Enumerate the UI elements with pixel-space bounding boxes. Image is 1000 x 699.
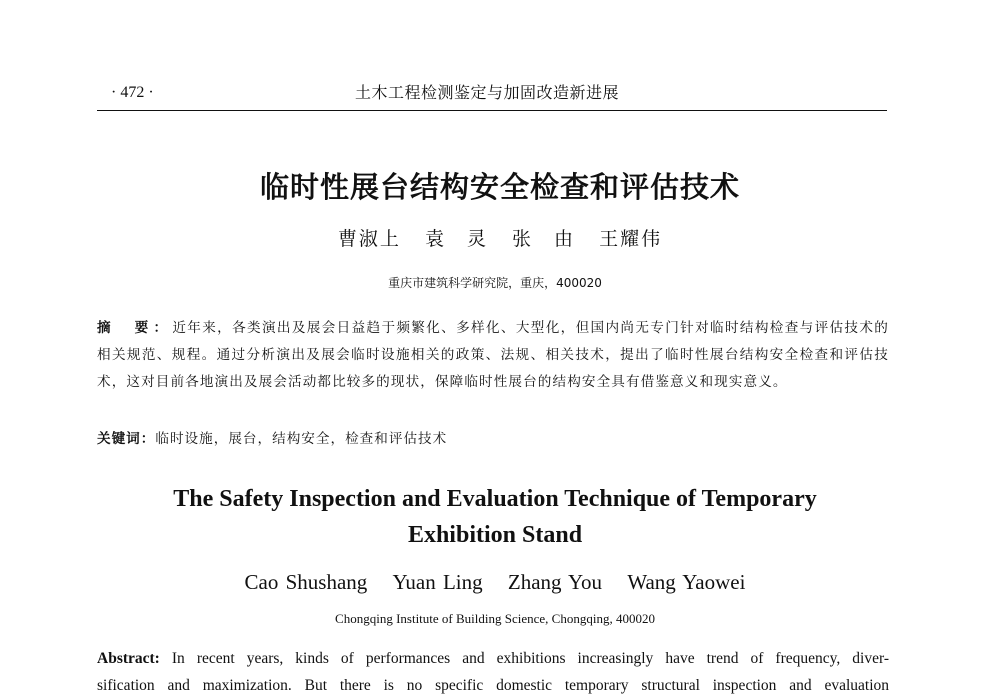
- page-header: [97, 82, 887, 111]
- english-author-4: Wang Yaowei: [627, 570, 746, 594]
- chinese-affiliation: 重庆市建筑科学研究院，重庆，400020: [388, 276, 602, 290]
- author-4: 王耀伟: [599, 228, 663, 250]
- chinese-keywords-label: 关键词：: [97, 431, 156, 447]
- author-2: 袁 灵: [424, 228, 488, 250]
- author-1: 曹淑上: [337, 228, 401, 250]
- english-title-line-2: Exhibition Stand: [407, 522, 583, 548]
- chinese-authors: [0, 226, 1000, 252]
- chinese-title: 临时性展台结构安全检查和评估技术: [259, 170, 740, 204]
- english-title-line-1: The Safety Inspection and Evaluation Technique of Temporary: [173, 486, 817, 512]
- english-abstract-line-2: sification and maximization. But there is no specific domestic temporary structural inspection and evaluation: [97, 677, 889, 694]
- running-title: 土木工程检测鉴定与加固改造新进展: [355, 83, 620, 102]
- english-authors: [0, 567, 990, 597]
- chinese-keywords: [97, 426, 889, 452]
- chinese-abstract-label: 摘 要：: [97, 320, 173, 336]
- english-affiliation: Chongqing Institute of Building Science, Chongqing, 400020: [335, 611, 655, 626]
- author-3: 张 由: [512, 228, 576, 250]
- chinese-abstract: [97, 315, 889, 396]
- english-author-1: Cao Shushang: [244, 570, 368, 594]
- english-title: [0, 481, 990, 553]
- english-author-3: Zhang You: [507, 570, 603, 594]
- english-abstract-label: Abstract:: [97, 650, 160, 667]
- english-abstract-line-1: [97, 645, 889, 672]
- page-number: · 472 ·: [111, 84, 154, 101]
- english-author-2: Yuan Ling: [392, 570, 483, 594]
- chinese-abstract-text: 近年来，各类演出及展会日益趋于频繁化、多样化、大型化，但国内尚无专门针对临时结构检查与评估技术的相关规范、规程。通过分析演出及展会临时设施相关的政策、法规、相关技术，提出了临时性展台结构安全检查和评估技术，这对目前各地演出及展会活动都比较多的现状，保障临时性展台的结构安全具有借鉴意义和现实意义。: [97, 320, 890, 390]
- chinese-keywords-text: 临时设施，展台，结构安全，检查和评估技术: [155, 431, 448, 447]
- english-abstract-text-1: In recent years, kinds of performances and exhibitions increasingly have trend of frequency, diver-: [171, 650, 889, 667]
- english-abstract: [97, 645, 889, 699]
